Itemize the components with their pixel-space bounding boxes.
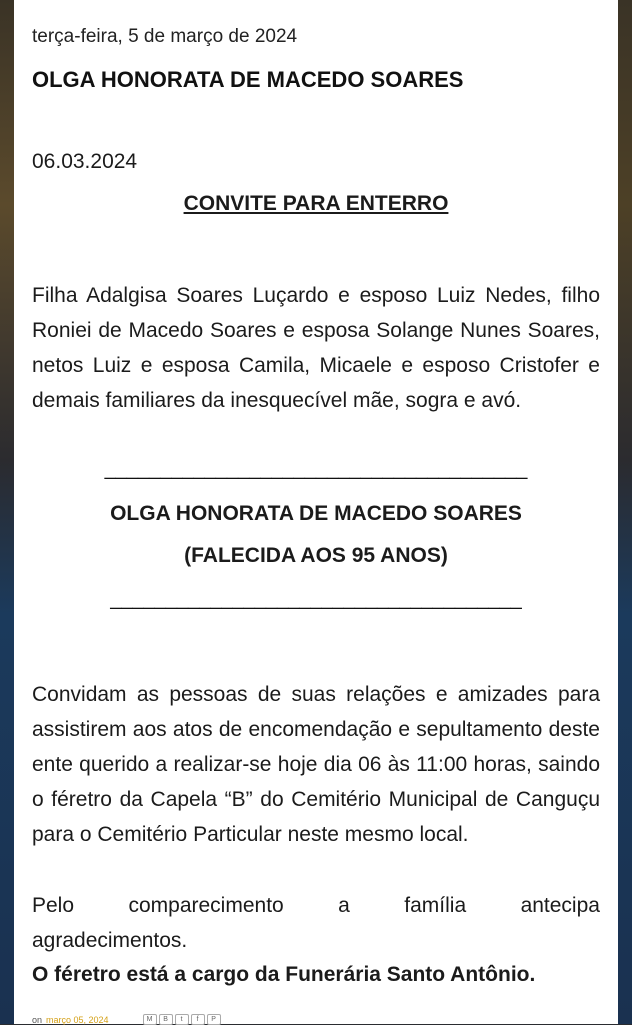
background-edge-right: [618, 0, 632, 1024]
invitation-paragraph: Convidam as pessoas de suas relações e amizades para assistirem aos atos de encomendação e sepultamento deste ente querido a realizar-se hoje dia 06 às 11:00 horas, saindo o féretro da Capela “B” do Cemitério Municipal de Canguçu para o Cemitério Particular neste mesmo local.: [32, 683, 600, 846]
background-edge-left: [0, 0, 14, 1024]
email-icon[interactable]: M: [143, 1014, 157, 1025]
invite-heading: CONVITE PARA ENTERRO: [183, 192, 449, 215]
thanks-word: antecipa: [520, 894, 600, 917]
thanks-word: comparecimento: [128, 894, 284, 917]
post-date-link[interactable]: março 05, 2024: [46, 1014, 109, 1025]
divider-line: ______________________________________: [104, 458, 528, 480]
facebook-icon[interactable]: f: [191, 1014, 205, 1025]
thanks-paragraph: [32, 888, 600, 958]
thanks-word: Pelo: [32, 894, 75, 917]
date-header: terça-feira, 5 de março de 2024: [32, 26, 298, 47]
thanks-word: a: [338, 894, 350, 917]
twitter-icon[interactable]: t: [175, 1014, 189, 1025]
post-title[interactable]: OLGA HONORATA DE MACEDO SOARES: [32, 67, 464, 92]
blog-icon[interactable]: B: [159, 1014, 173, 1025]
deceased-name: OLGA HONORATA DE MACEDO SOARES: [110, 502, 522, 525]
age-line: (FALECIDA AOS 95 ANOS): [184, 544, 448, 567]
thanks-word: família: [404, 894, 467, 917]
share-buttons: [143, 1014, 221, 1025]
footer-prefix: on: [32, 1014, 43, 1025]
closing-line: O féretro está a cargo da Funerária Santo Antônio.: [32, 963, 536, 986]
thanks-word: agradecimentos.: [32, 929, 188, 952]
pinterest-icon[interactable]: P: [207, 1014, 221, 1025]
post-dateline: 06.03.2024: [32, 150, 138, 173]
family-paragraph: Filha Adalgisa Soares Luçardo e esposo Luiz Nedes, filho Roniei de Macedo Soares e esposa Solange Nunes Soares, netos Luiz e esposa Camila, Micaele e esposo Cristofer e demais familiares da inesquecível mãe, sogra e avó.: [32, 284, 600, 412]
divider-line: _____________________________________: [110, 588, 522, 610]
blog-post: [14, 0, 618, 1024]
post-footer: [32, 1014, 221, 1025]
